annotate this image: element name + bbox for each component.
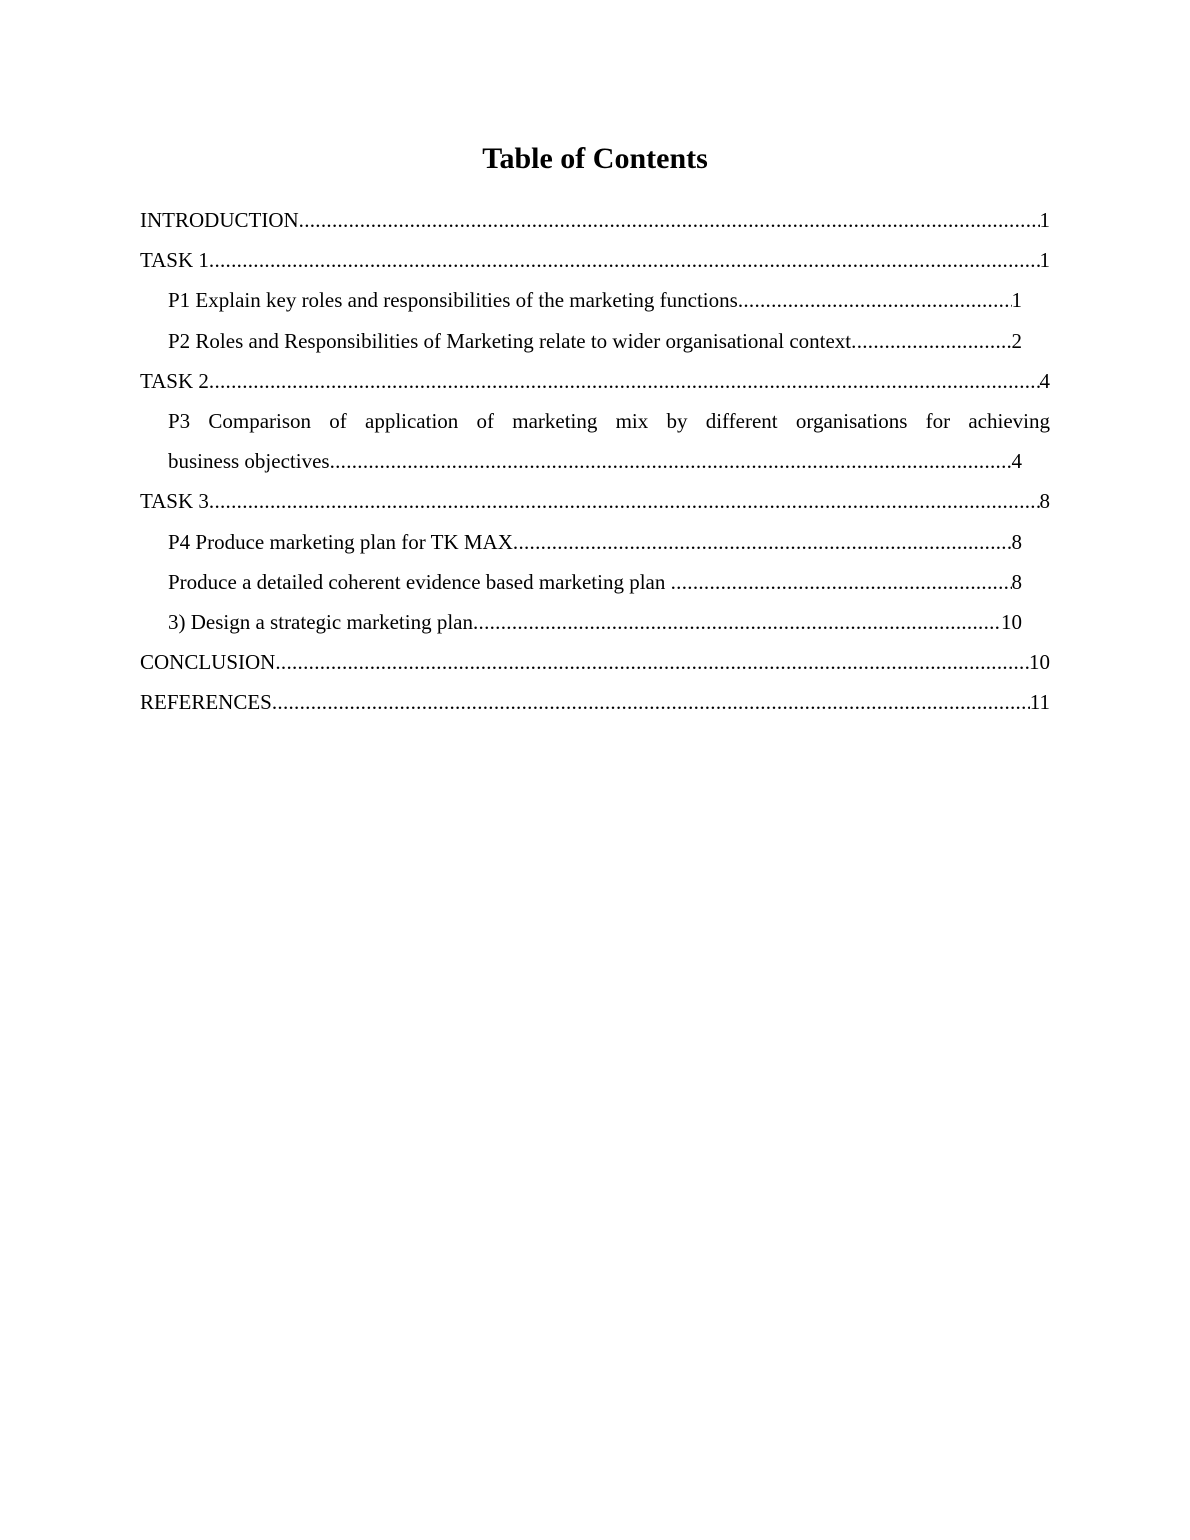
toc-entry-p1[interactable] xyxy=(168,280,1022,320)
toc-entry-label: TASK 1 xyxy=(140,248,209,273)
toc-entry-task-1[interactable] xyxy=(140,240,1050,280)
toc-entry-introduction[interactable] xyxy=(140,200,1050,240)
toc-entry-page: 11 xyxy=(1029,690,1050,715)
toc-leader-dots xyxy=(209,240,1040,280)
toc-entry-label: TASK 3 xyxy=(140,489,209,514)
toc-leader-dots xyxy=(299,200,1040,240)
toc-leader-dots xyxy=(275,642,1029,682)
toc-leader-dots xyxy=(513,522,1012,562)
toc-leader-dots xyxy=(209,481,1040,521)
toc-entry-label: P2 Roles and Responsibilities of Marketing relate to wider organisational context xyxy=(168,328,852,353)
toc-entry-page: 8 xyxy=(1011,569,1022,594)
toc-entry-label: 3) Design a strategic marketing plan xyxy=(168,609,473,634)
toc-leader-dots xyxy=(473,602,1001,642)
toc-entry-page: 4 xyxy=(1011,449,1022,474)
toc-entry-p3[interactable] xyxy=(140,401,1050,481)
toc-entry-label-line-1: P3 Comparison of application of marketing mix by different organisations for achieving xyxy=(168,408,1050,433)
toc-entry-label-line-2-row xyxy=(168,441,1022,481)
toc-entry-label: Produce a detailed coherent evidence based marketing plan xyxy=(168,569,671,594)
toc-entry-conclusion[interactable] xyxy=(140,642,1050,682)
toc-leader-dots xyxy=(851,321,1011,361)
toc-entry-page: 1 xyxy=(1039,248,1050,273)
toc-entry-p4[interactable] xyxy=(168,522,1022,562)
toc-entry-references[interactable] xyxy=(140,682,1050,722)
toc-entry-detailed-plan[interactable] xyxy=(168,562,1022,602)
toc-list xyxy=(140,200,1050,722)
toc-leader-dots xyxy=(209,361,1040,401)
toc-entry-label: CONCLUSION xyxy=(140,650,276,675)
toc-entry-label-line-2: business objectives xyxy=(168,449,330,474)
toc-entry-task-2[interactable] xyxy=(140,361,1050,401)
toc-entry-label: TASK 2 xyxy=(140,368,209,393)
toc-entry-p2[interactable] xyxy=(168,321,1022,361)
toc-entry-page: 4 xyxy=(1039,368,1050,393)
toc-leader-dots xyxy=(272,682,1030,722)
toc-entry-page: 8 xyxy=(1039,489,1050,514)
toc-entry-page: 2 xyxy=(1011,328,1022,353)
toc-entry-page: 1 xyxy=(1011,288,1022,313)
toc-entry-page: 10 xyxy=(1001,609,1022,634)
toc-leader-dots xyxy=(738,280,1012,320)
toc-leader-dots xyxy=(671,562,1012,602)
toc-entry-label: P1 Explain key roles and responsibilities of the marketing functions xyxy=(168,288,738,313)
toc-entry-page: 8 xyxy=(1011,529,1022,554)
toc-entry-task-3[interactable] xyxy=(140,481,1050,521)
toc-entry-page: 10 xyxy=(1029,650,1050,675)
toc-entry-page: 1 xyxy=(1039,208,1050,232)
toc-entry-label: P4 Produce marketing plan for TK MAX xyxy=(168,529,513,554)
toc-entry-strategic-plan[interactable] xyxy=(168,602,1022,642)
toc-title: Table of Contents xyxy=(482,142,708,175)
toc-leader-dots xyxy=(330,441,1012,481)
toc-entry-label: INTRODUCTION xyxy=(140,208,299,232)
toc-entry-label: REFERENCES xyxy=(140,690,272,715)
